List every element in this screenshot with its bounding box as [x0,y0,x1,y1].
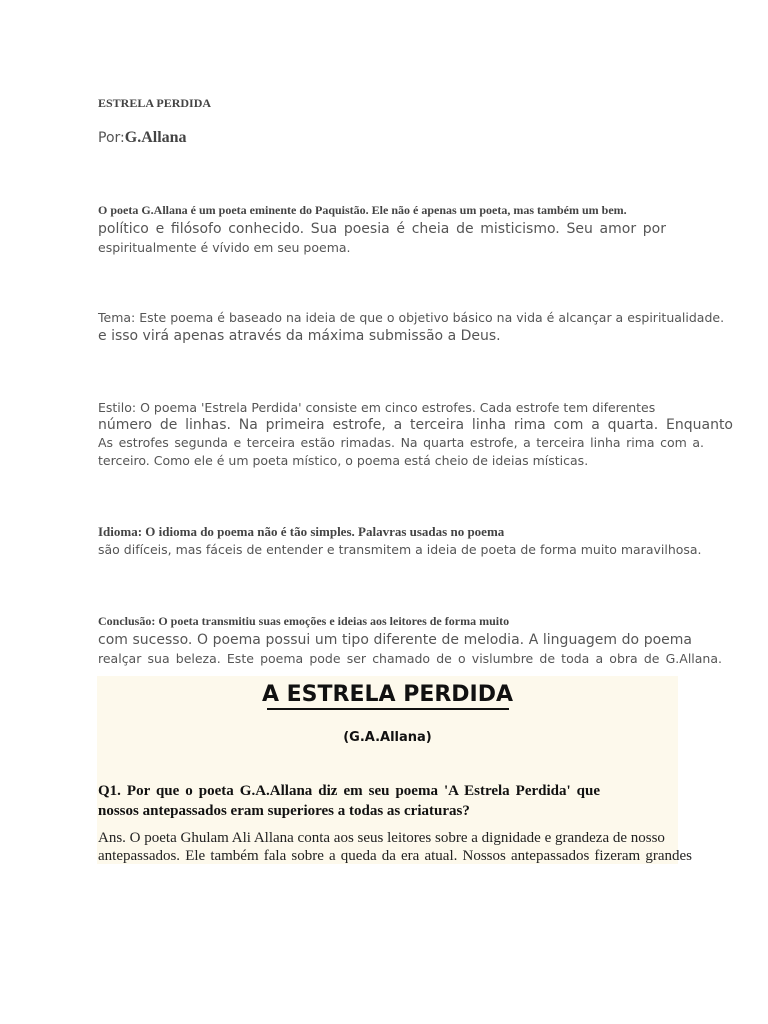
poem-author: (G.A.Allana) [343,730,432,745]
question-line: Q1. Por que o poeta G.A.Allana diz em seu poema 'A Estrela Perdida' que [98,783,600,799]
answer-line: Ans. O poeta Ghulam Ali Allana conta aos seus leitores sobre a dignidade e grandeza de nosso [98,830,665,846]
author-prefix: Por: [98,130,125,146]
conclusao-line: Conclusão: O poeta transmitiu suas emoções e ideias aos leitores de forma muito [98,614,510,628]
estilo-line: Estilo: O poema 'Estrela Perdida' consiste em cinco estrofes. Cada estrofe tem diferentes [98,400,656,415]
estilo-line: terceiro. Como ele é um poeta místico, o poema está cheio de ideias místicas. [98,453,589,468]
answer-line: antepassados. Ele também fala sobre a queda da era atual. Nossos antepassados fizeram grandes [98,848,692,864]
author-line [98,129,187,147]
author-name: G.Allana [124,129,187,146]
tema-line: e isso virá apenas através da máxima submissão a Deus. [98,328,501,344]
question-line: nossos antepassados eram superiores a todas as criaturas? [98,803,470,819]
intro-line: político e filósofo conhecido. Sua poesia é cheia de misticismo. Seu amor por [98,221,666,237]
idioma-line: Idioma: O idioma do poema não é tão simples. Palavras usadas no poema [98,524,505,539]
estilo-line: As estrofes segunda e terceira estão rimadas. Na quarta estrofe, a terceira linha rima com a. [98,435,704,450]
conclusao-line: realçar sua beleza. Este poema pode ser chamado de o vislumbre de toda a obra de G.Allana. [98,651,722,666]
conclusao-line: com sucesso. O poema possui um tipo diferente de melodia. A linguagem do poema [98,632,692,648]
intro-line: espiritualmente é vívido em seu poema. [98,240,351,255]
tema-line: Tema: Este poema é baseado na ideia de que o objetivo básico na vida é alcançar a espiritualidade. [98,310,725,325]
intro-line: O poeta G.Allana é um poeta eminente do Paquistão. Ele não é apenas um poeta, mas também um bem. [98,203,627,217]
idioma-line: são difíceis, mas fáceis de entender e transmitem a ideia de poeta de forma muito maravilhosa. [98,542,702,557]
document-title: ESTRELA PERDIDA [98,96,212,110]
poem-title: A ESTRELA PERDIDA [261,682,514,707]
title-underline [267,708,509,710]
poem-box [97,676,692,864]
estilo-line: número de linhas. Na primeira estrofe, a terceira linha rima com a quarta. Enquanto [98,417,733,433]
